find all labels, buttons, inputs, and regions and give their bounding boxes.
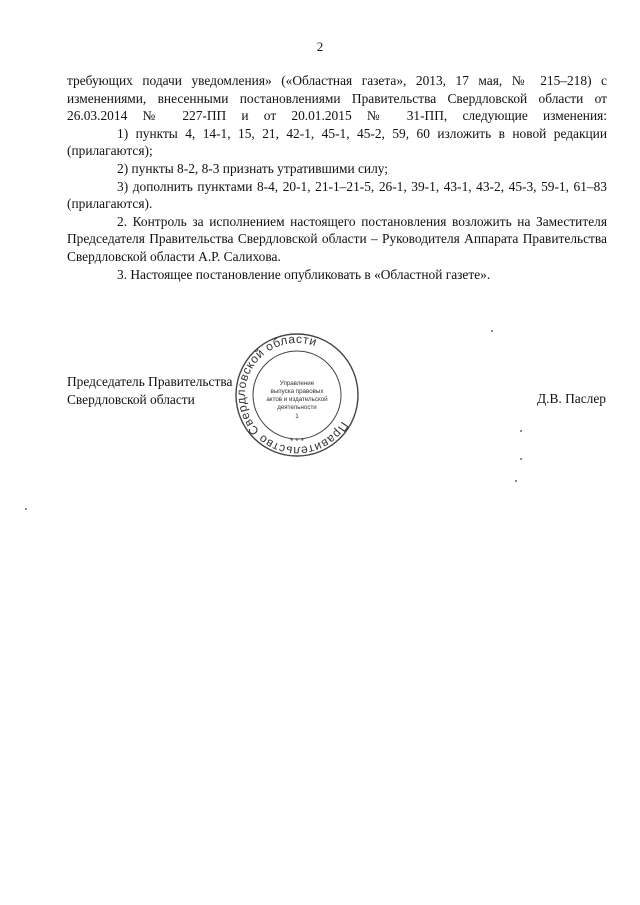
scan-speck (520, 430, 522, 432)
official-seal (233, 331, 361, 459)
paragraph-publish: 3. Настоящее постановление опубликовать в «Областной газете». (117, 266, 491, 282)
signatory-position (67, 373, 232, 408)
scan-speck (25, 508, 27, 510)
seal-center-line: актов и издательской (266, 396, 328, 403)
scan-speck (520, 458, 522, 460)
seal-ring-text: Правительство Свердловской области (233, 331, 352, 459)
seal-center-line: выпуска правовых (270, 388, 324, 395)
paragraph-item-1: 1) пункты 4, 14-1, 15, 21, 42-1, 45-1, 45-2, 59, 60 изложить в новой редакции (прилагаются); (67, 125, 607, 159)
signatory-name: Д.В. Паслер (537, 391, 606, 406)
paragraph-item-3: 3) дополнить пунктами 8-4, 20-1, 21-1–21-5, 26-1, 39-1, 43-1, 43-2, 45-3, 59-1, 61–83 (прилагаются). (67, 178, 607, 212)
seal-center-line: Управление (279, 380, 315, 387)
document-body (67, 72, 607, 283)
paragraph-control: 2. Контроль за исполнением настоящего постановления возложить на Заместителя Председателя Правительства Свердловской области – Руководителя Аппарата Правительства Свердловской области А.Р. Салихова. (67, 213, 607, 264)
paragraph-item-2: 2) пункты 8-2, 8-3 признать утратившими силу; (117, 160, 389, 176)
seal-center-number: 1 (295, 413, 299, 420)
paragraph-intro: требующих подачи уведомления» («Областная газета», 2013, 17 мая, № 215–218) с изменениями, внесенными постановлениями Правительства Свердловской области от 26.03.2014 № 227-ПП и от 20.01.2015 № 31-ПП, следующие изменения: (67, 73, 607, 124)
scan-speck (515, 480, 517, 482)
signatory-position-line1: Председатель Правительства (67, 374, 233, 389)
seal-center-line: деятельности (277, 404, 317, 411)
page-number: 2 (316, 39, 324, 54)
seal-stars: * * * (290, 437, 304, 446)
signatory-position-line2: Свердловской области (67, 391, 195, 407)
scan-speck (491, 330, 493, 332)
